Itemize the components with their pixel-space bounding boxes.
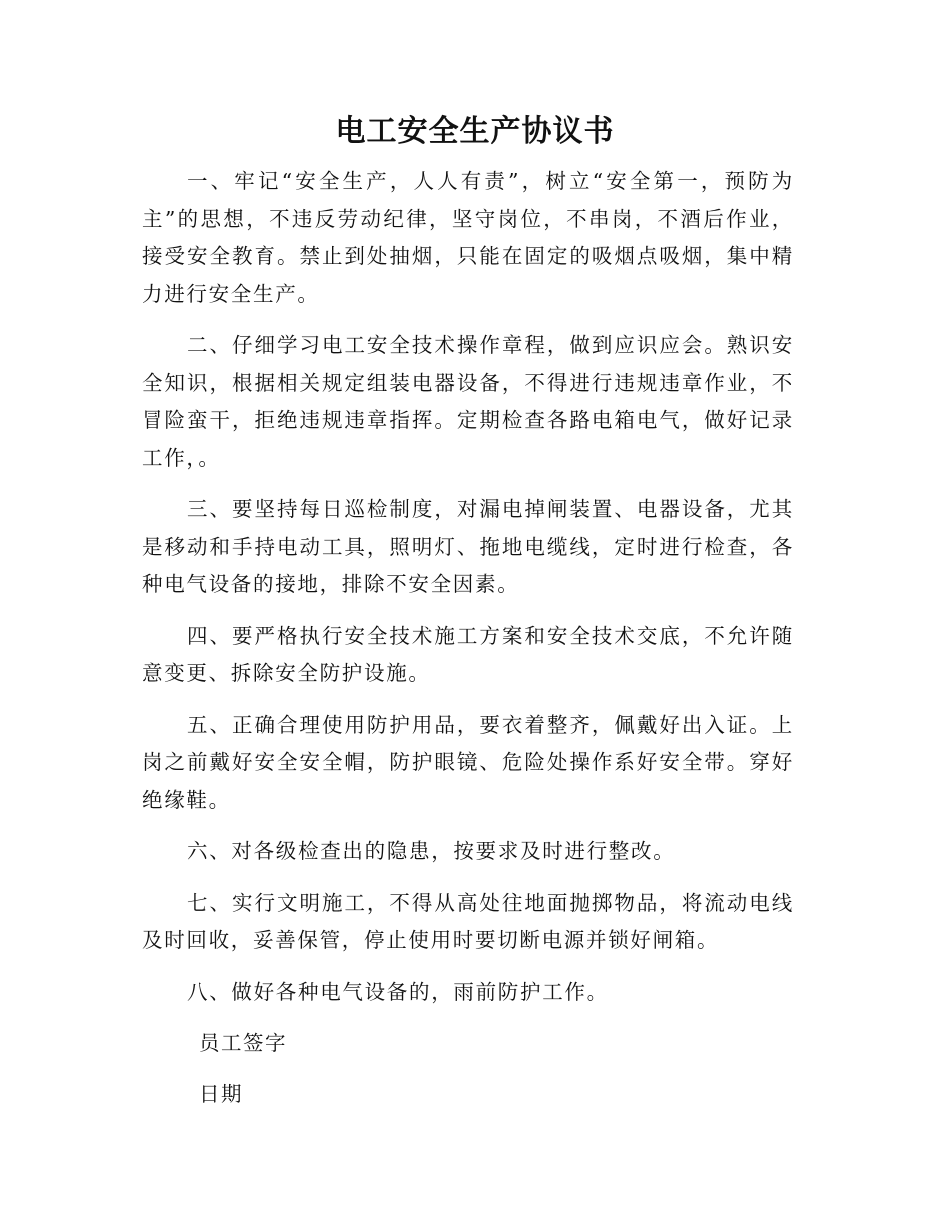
clause-5: 五、正确合理使用防护用品，要衣着整齐，佩戴好出入证。上岗之前戴好安全安全帽，防护眼镜、危险处操作系好安全带。穿好绝缘鞋。 [142,712,794,812]
clause-7: 七、实行文明施工，不得从高处往地面抛掷物品，将流动电线及时回收，妥善保管，停止使用时要切断电源并锁好闸箱。 [142,890,794,952]
document-title: 电工安全生产协议书 [335,114,615,149]
clause-3: 三、要坚持每日巡检制度，对漏电掉闸装置、电器设备，尤其是移动和手持电动工具，照明灯、拖地电缆线，定时进行检查，各种电气设备的接地，排除不安全因素。 [142,497,794,596]
document-body [142,163,794,1126]
employee-signature-label: 员工签字 [199,1031,287,1055]
clause-2: 二、仔细学习电工安全技术操作章程，做到应识应会。熟识安全知识，根据相关规定组装电器设备，不得进行违规违章作业，不冒险蛮干，拒绝违规违章指挥。定期检查各路电箱电气，做好记录工作，。 [142,333,794,470]
clause-6: 六、对各级检查出的隐患，按要求及时进行整改。 [187,839,676,863]
clause-8: 八、做好各种电气设备的，雨前防护工作。 [187,979,609,1004]
clause-1: 一、牢记“安全生产，人人有责”，树立“安全第一，预防为主”的思想，不违反劳动纪律，坚守岗位，不串岗，不酒后作业，接受安全教育。禁止到处抽烟，只能在固定的吸烟点吸烟，集中精力进行安全生产。 [142,169,794,306]
clause-4: 四、要严格执行安全技术施工方案和安全技术交底，不允许随意变更、拆除安全防护设施。 [142,623,794,685]
date-label: 日期 [199,1081,243,1106]
